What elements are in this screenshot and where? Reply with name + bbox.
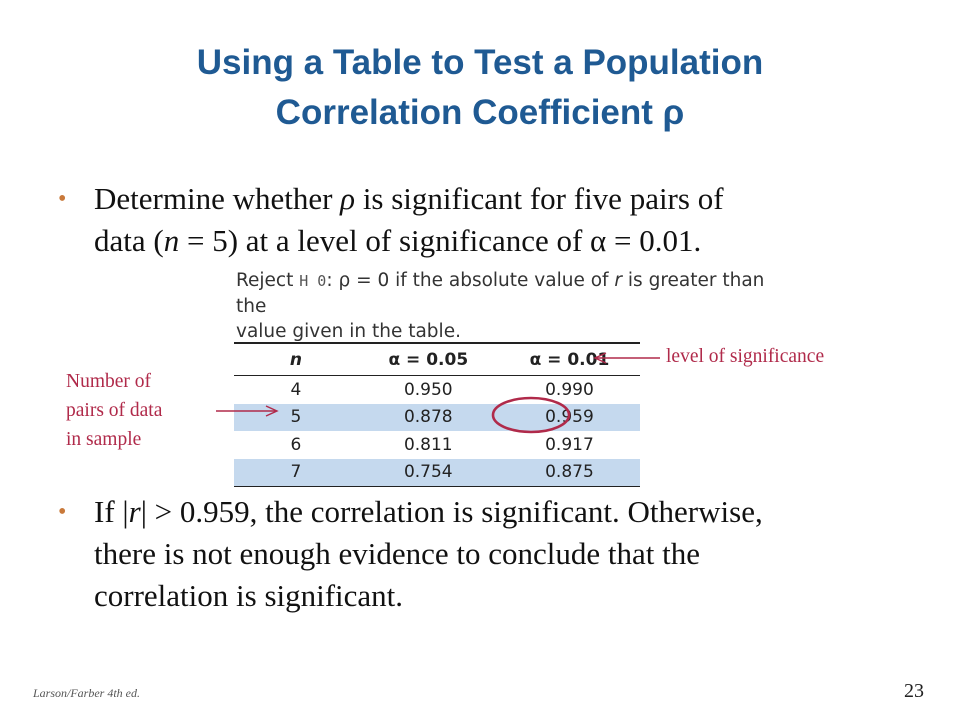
footer-credit: Larson/Farber 4th ed.: [33, 686, 141, 700]
text-run: correlation is significant.: [94, 578, 404, 613]
cell-alpha-05: 0.878: [403, 407, 453, 428]
bullet-text: [94, 491, 908, 617]
header-alpha-01: α = 0.01: [529, 349, 610, 370]
header-alpha-05: α = 0.05: [388, 349, 469, 370]
text-run: | > 0.959, the correlation is significant. Otherwise,: [140, 494, 763, 529]
cell-n: 4: [290, 379, 302, 400]
annotation-line: in sample: [66, 429, 142, 450]
r-symbol: r: [614, 270, 623, 291]
r-symbol: r: [128, 494, 141, 529]
header-n-text: n: [289, 349, 302, 370]
title-line-1: Using a Table to Test a Population: [196, 43, 764, 82]
text-run: Reject: [236, 270, 300, 291]
cell-alpha-05: 0.754: [403, 462, 453, 483]
bullet-marker: •: [58, 186, 67, 212]
bullet-marker: •: [58, 499, 67, 525]
cell-alpha-01: 0.875: [545, 462, 594, 483]
title-line-2: Correlation Coefficient ρ: [275, 93, 685, 132]
text-run: Determine whether: [94, 181, 341, 216]
text-run: data (: [94, 223, 164, 258]
rho-symbol: ρ: [340, 181, 356, 216]
text-run: : ρ = 0 if the absolute value of: [326, 270, 615, 291]
cell-alpha-05: 0.950: [403, 379, 453, 400]
bullet-conclusion: [58, 491, 908, 617]
cell-alpha-01: 0.917: [545, 434, 594, 455]
highlight-circle: [493, 398, 569, 432]
h0-symbol: H 0: [299, 272, 327, 290]
cell-n: 6: [290, 434, 302, 455]
n-symbol: n: [163, 223, 180, 258]
text-run: there is not enough evidence to conclude that the: [94, 536, 701, 571]
cell-n: 5: [290, 407, 302, 428]
annotation-line: pairs of data: [66, 400, 163, 421]
cell-n: 7: [290, 462, 302, 483]
text-run: If |: [94, 494, 129, 529]
annotation-line: Number of: [66, 371, 152, 392]
page-number: 23: [904, 680, 924, 702]
annotation-level-of-significance: level of significance: [666, 346, 825, 367]
text-run: = 5) at a level of significance of α = 0.01.: [179, 223, 702, 258]
text-run: is greater than the: [236, 270, 765, 317]
text-run: is significant for five pairs of: [355, 181, 724, 216]
cell-alpha-05: 0.811: [403, 434, 453, 455]
text-run: value given in the table.: [236, 321, 461, 342]
cell-alpha-01: 0.990: [545, 379, 594, 400]
cell-alpha-01: 0.959: [545, 407, 594, 428]
